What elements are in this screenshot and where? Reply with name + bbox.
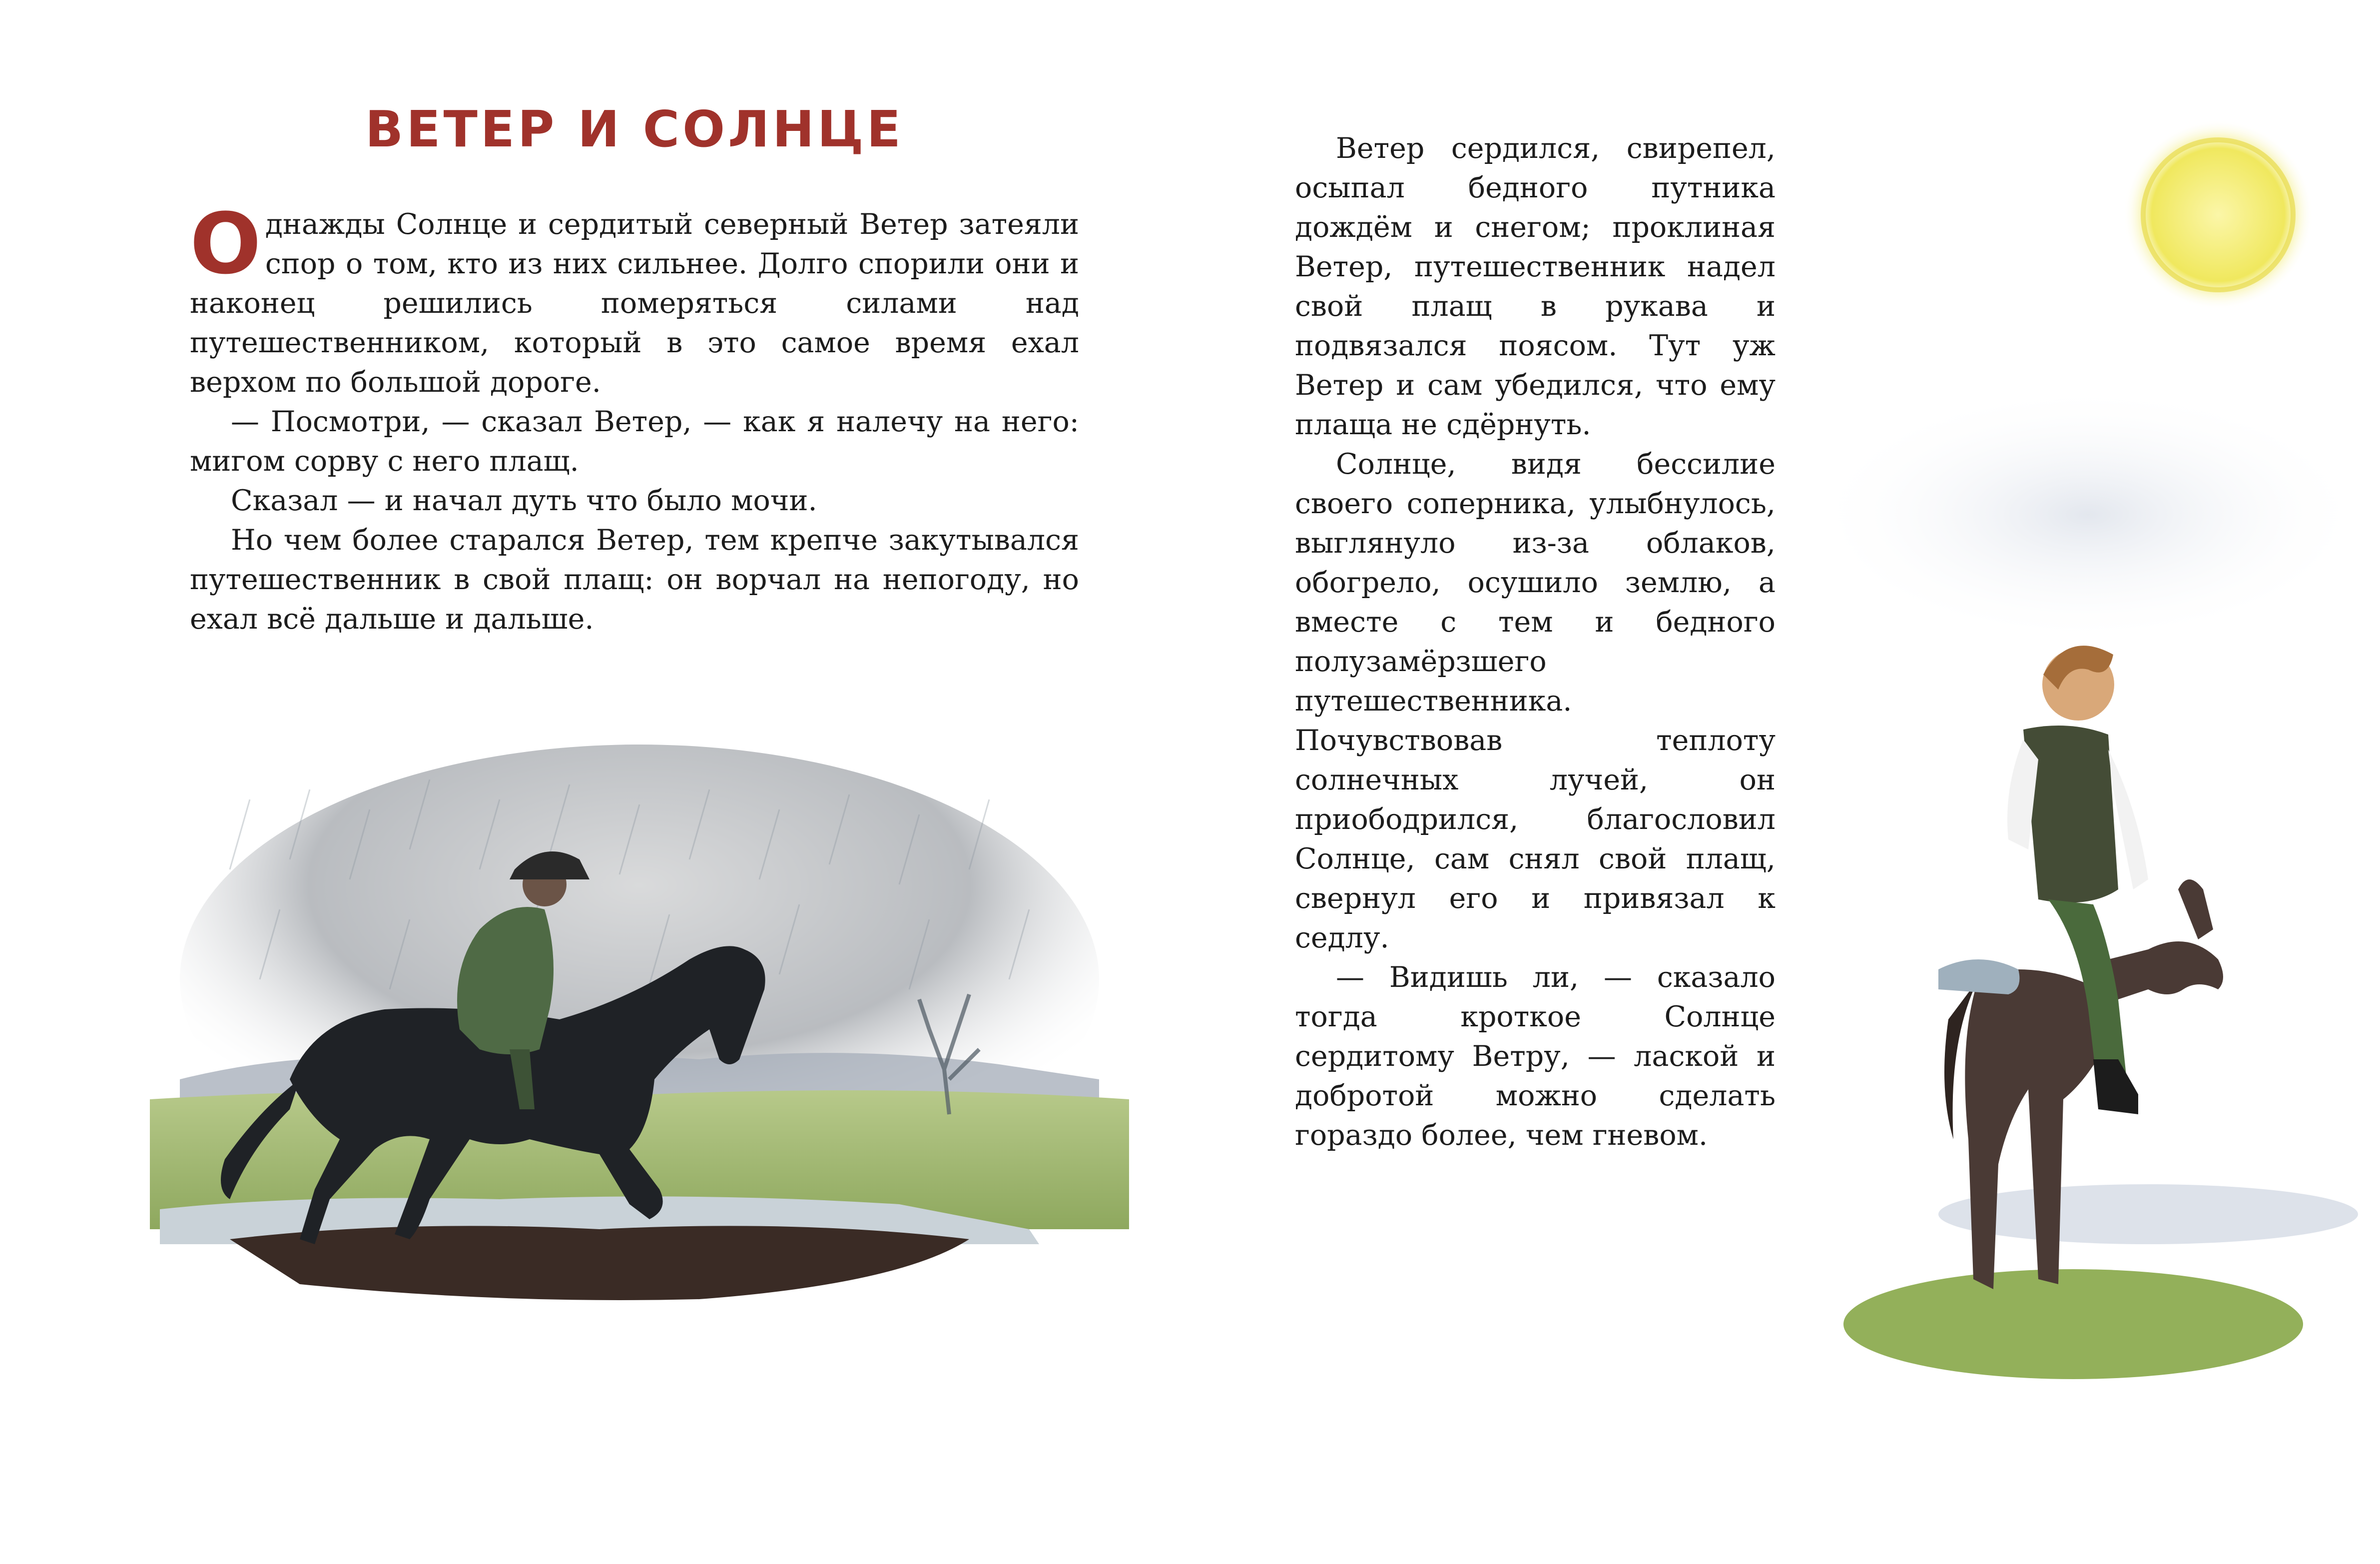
rider-in-sun-illustration [1788,90,2358,1409]
paragraph-7: — Видишь ли, — сказало тогда кроткое Солнце сердитому Ветру, — лаской и добротой можно сделать гораздо более, чем гневом. [1295,961,1776,1152]
paragraph-1-text: днажды Солнце и сердитый северный Ветер затеяли спор о том, кто из них сильнее. Долго спорили они и наконец решились померяться силами над путешественником, который в это самое время ехал верхом по большой дороге. [190,208,1079,399]
paragraph-6: Солнце, видя бессилие своего соперника, улыбнулось, выглянуло из-за облаков, обогрело, осушило землю, а вместе с тем и бедного полузамёрзшего путешественника. Почувствовав теплоту солнечных лучей, он приободрился, благословил Солнце, сам снял свой плащ, свернул его и привязал к седлу. [1295,448,1776,954]
right-page-text [1295,129,1776,1155]
paragraph-1 [190,195,1079,402]
muddy-road [230,1226,969,1300]
paragraph-4: Но чем более старался Ветер, тем крепче закутывался путешественник в свой плащ: он ворчал на непогоду, но ехал всё дальше и дальше. [190,524,1079,636]
distant-hill [1938,1184,2358,1244]
grass-patch [1843,1269,2303,1379]
rider-in-rain-illustration [150,700,1129,1414]
story-title: ВЕТЕР И СОЛНЦЕ [365,100,904,158]
paragraph-5: Ветер сердился, свирепел, осыпал бедного путника дождём и снегом; проклиная Ветер, путешественник надел свой плащ в рукава и подвязался поясом. Тут уж Ветер и сам убедился, что ему плаща не сдёрнуть. [1295,132,1776,441]
paragraph-3: Сказал — и начал дуть что было мочи. [231,484,817,517]
drop-cap: О [190,195,261,293]
paragraph-2: — Посмотри, — сказал Ветер, — как я налечу на него: мигом сорву с него плащ. [190,405,1079,478]
right-page [1190,0,2380,1564]
light-clouds [1808,385,2358,645]
sun-icon [2123,120,2313,310]
left-page-text [190,195,1079,639]
